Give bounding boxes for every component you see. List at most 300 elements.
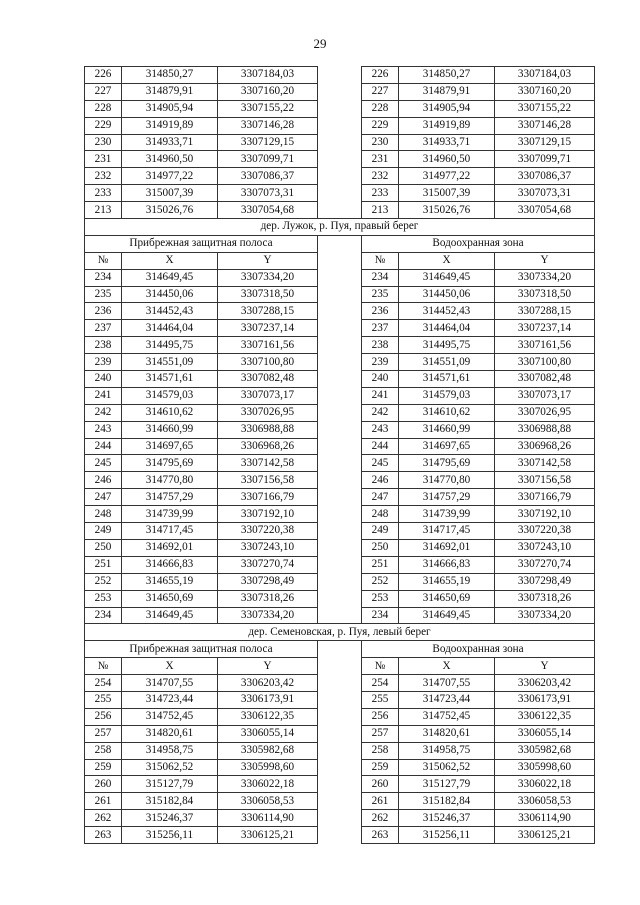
right-x-coordinate-cell: 314707,55 (399, 675, 495, 692)
column-gap (318, 776, 362, 793)
left-y-coordinate-cell: 3307146,28 (218, 117, 318, 134)
column-gap (318, 151, 362, 168)
left-x-coordinate-cell: 314610,62 (122, 404, 218, 421)
left-x-coordinate-cell: 314450,06 (122, 286, 218, 303)
right-x-coordinate-cell: 314464,04 (399, 320, 495, 337)
right-x-coordinate-cell: 314649,45 (399, 607, 495, 624)
right-x-coordinate-cell: 314649,45 (399, 269, 495, 286)
left-y-coordinate-cell: 3306988,88 (218, 421, 318, 438)
column-gap (318, 725, 362, 742)
left-x-coordinate-cell: 315246,37 (122, 810, 218, 827)
right-point-number-cell: 242 (362, 404, 399, 421)
right-x-coordinate-cell: 314905,94 (399, 100, 495, 117)
right-x-coordinate-cell: 315026,76 (399, 202, 495, 219)
left-x-coordinate-cell: 315256,11 (122, 827, 218, 844)
right-point-number-cell: 226 (362, 67, 399, 84)
left-y-coordinate-cell: 3307160,20 (218, 83, 318, 100)
table-row (85, 337, 595, 354)
section-title-row (85, 219, 595, 236)
left-y-coordinate-cell: 3307086,37 (218, 168, 318, 185)
table-row (85, 489, 595, 506)
table-row (85, 506, 595, 523)
left-y-coordinate-cell: 3307166,79 (218, 489, 318, 506)
right-header-number: № (362, 252, 399, 269)
right-y-coordinate-cell: 3307155,22 (495, 100, 595, 117)
right-point-number-cell: 248 (362, 506, 399, 523)
left-y-coordinate-cell: 3307237,14 (218, 320, 318, 337)
column-gap (318, 556, 362, 573)
right-x-coordinate-cell: 314655,19 (399, 573, 495, 590)
left-point-number-cell: 232 (85, 168, 122, 185)
table-row (85, 607, 595, 624)
left-point-number-cell: 245 (85, 455, 122, 472)
left-x-coordinate-cell: 314879,91 (122, 83, 218, 100)
left-point-number-cell: 247 (85, 489, 122, 506)
table-row (85, 134, 595, 151)
right-point-number-cell: 261 (362, 793, 399, 810)
right-point-number-cell: 213 (362, 202, 399, 219)
table-row (85, 269, 595, 286)
right-y-coordinate-cell: 3307334,20 (495, 607, 595, 624)
column-gap (318, 742, 362, 759)
right-point-number-cell: 249 (362, 523, 399, 540)
left-y-coordinate-cell: 3306173,91 (218, 691, 318, 708)
column-gap (318, 235, 362, 252)
table-row (85, 539, 595, 556)
right-header-x: X (399, 658, 495, 675)
right-x-coordinate-cell: 314850,27 (399, 67, 495, 84)
left-x-coordinate-cell: 314660,99 (122, 421, 218, 438)
right-y-coordinate-cell: 3306988,88 (495, 421, 595, 438)
right-x-coordinate-cell: 314958,75 (399, 742, 495, 759)
left-header-number: № (85, 252, 122, 269)
right-header-y: Y (495, 252, 595, 269)
table-row (85, 354, 595, 371)
right-y-coordinate-cell: 3306022,18 (495, 776, 595, 793)
right-header-number: № (362, 658, 399, 675)
left-point-number-cell: 263 (85, 827, 122, 844)
table-row (85, 675, 595, 692)
left-x-coordinate-cell: 314739,99 (122, 506, 218, 523)
table-row (85, 421, 595, 438)
left-x-coordinate-cell: 315007,39 (122, 185, 218, 202)
right-y-coordinate-cell: 3307086,37 (495, 168, 595, 185)
column-gap (318, 455, 362, 472)
column-gap (318, 523, 362, 540)
left-y-coordinate-cell: 3307220,38 (218, 523, 318, 540)
right-point-number-cell: 235 (362, 286, 399, 303)
column-gap (318, 404, 362, 421)
right-x-coordinate-cell: 314450,06 (399, 286, 495, 303)
right-y-coordinate-cell: 3307192,10 (495, 506, 595, 523)
left-y-coordinate-cell: 3307142,58 (218, 455, 318, 472)
right-y-coordinate-cell: 3307100,80 (495, 354, 595, 371)
right-point-number-cell: 240 (362, 371, 399, 388)
right-y-coordinate-cell: 3306114,90 (495, 810, 595, 827)
left-y-coordinate-cell: 3306055,14 (218, 725, 318, 742)
right-x-coordinate-cell: 314770,80 (399, 472, 495, 489)
column-gap (318, 168, 362, 185)
right-point-number-cell: 256 (362, 708, 399, 725)
right-x-coordinate-cell: 314739,99 (399, 506, 495, 523)
right-x-coordinate-cell: 315007,39 (399, 185, 495, 202)
right-point-number-cell: 234 (362, 607, 399, 624)
column-gap (318, 269, 362, 286)
left-point-number-cell: 238 (85, 337, 122, 354)
right-x-coordinate-cell: 314650,69 (399, 590, 495, 607)
left-y-coordinate-cell: 3307334,20 (218, 607, 318, 624)
right-header-x: X (399, 252, 495, 269)
column-gap (318, 539, 362, 556)
right-x-coordinate-cell: 315127,79 (399, 776, 495, 793)
right-x-coordinate-cell: 314660,99 (399, 421, 495, 438)
left-x-coordinate-cell: 314770,80 (122, 472, 218, 489)
column-gap (318, 286, 362, 303)
left-point-number-cell: 244 (85, 438, 122, 455)
left-point-number-cell: 235 (85, 286, 122, 303)
column-gap (318, 320, 362, 337)
right-point-number-cell: 231 (362, 151, 399, 168)
right-y-coordinate-cell: 3307073,17 (495, 387, 595, 404)
right-y-coordinate-cell: 3305998,60 (495, 759, 595, 776)
left-y-coordinate-cell: 3307318,26 (218, 590, 318, 607)
zone-caption-row (85, 641, 595, 658)
right-y-coordinate-cell: 3307142,58 (495, 455, 595, 472)
left-point-number-cell: 241 (85, 387, 122, 404)
right-point-number-cell: 257 (362, 725, 399, 742)
right-x-coordinate-cell: 314692,01 (399, 539, 495, 556)
right-y-coordinate-cell: 3307146,28 (495, 117, 595, 134)
right-y-coordinate-cell: 3307160,20 (495, 83, 595, 100)
coordinates-table (84, 66, 595, 844)
table-row (85, 438, 595, 455)
table-row (85, 67, 595, 84)
right-y-coordinate-cell: 3307318,26 (495, 590, 595, 607)
left-x-coordinate-cell: 314707,55 (122, 675, 218, 692)
right-y-coordinate-cell: 3307334,20 (495, 269, 595, 286)
table-row (85, 202, 595, 219)
left-x-coordinate-cell: 315127,79 (122, 776, 218, 793)
column-gap (318, 387, 362, 404)
right-x-coordinate-cell: 314977,22 (399, 168, 495, 185)
column-gap (318, 472, 362, 489)
right-x-coordinate-cell: 314919,89 (399, 117, 495, 134)
right-point-number-cell: 241 (362, 387, 399, 404)
column-gap (318, 827, 362, 844)
right-y-coordinate-cell: 3307220,38 (495, 523, 595, 540)
column-gap (318, 67, 362, 84)
left-x-coordinate-cell: 314905,94 (122, 100, 218, 117)
right-y-coordinate-cell: 3306058,53 (495, 793, 595, 810)
left-point-number-cell: 226 (85, 67, 122, 84)
left-point-number-cell: 257 (85, 725, 122, 742)
right-point-number-cell: 258 (362, 742, 399, 759)
column-gap (318, 421, 362, 438)
right-point-number-cell: 263 (362, 827, 399, 844)
table-row (85, 303, 595, 320)
right-point-number-cell: 252 (362, 573, 399, 590)
left-x-coordinate-cell: 314551,09 (122, 354, 218, 371)
left-x-coordinate-cell: 314495,75 (122, 337, 218, 354)
right-y-coordinate-cell: 3307237,14 (495, 320, 595, 337)
left-point-number-cell: 256 (85, 708, 122, 725)
left-point-number-cell: 249 (85, 523, 122, 540)
left-point-number-cell: 236 (85, 303, 122, 320)
right-x-coordinate-cell: 314495,75 (399, 337, 495, 354)
right-point-number-cell: 245 (362, 455, 399, 472)
right-zone-caption: Водоохранная зона (362, 641, 595, 658)
right-point-number-cell: 236 (362, 303, 399, 320)
left-point-number-cell: 253 (85, 590, 122, 607)
left-point-number-cell: 233 (85, 185, 122, 202)
table-row (85, 523, 595, 540)
right-point-number-cell: 247 (362, 489, 399, 506)
left-y-coordinate-cell: 3307156,58 (218, 472, 318, 489)
left-point-number-cell: 213 (85, 202, 122, 219)
table-row (85, 725, 595, 742)
right-x-coordinate-cell: 314697,65 (399, 438, 495, 455)
left-x-coordinate-cell: 314958,75 (122, 742, 218, 759)
left-x-coordinate-cell: 314752,45 (122, 708, 218, 725)
right-x-coordinate-cell: 314579,03 (399, 387, 495, 404)
right-y-coordinate-cell: 3306203,42 (495, 675, 595, 692)
left-y-coordinate-cell: 3307026,95 (218, 404, 318, 421)
left-header-x: X (122, 252, 218, 269)
column-gap (318, 573, 362, 590)
column-gap (318, 337, 362, 354)
column-gap (318, 658, 362, 675)
column-gap (318, 810, 362, 827)
right-x-coordinate-cell: 314960,50 (399, 151, 495, 168)
table-row (85, 168, 595, 185)
left-point-number-cell: 246 (85, 472, 122, 489)
column-gap (318, 185, 362, 202)
left-y-coordinate-cell: 3307334,20 (218, 269, 318, 286)
left-point-number-cell: 255 (85, 691, 122, 708)
left-x-coordinate-cell: 314692,01 (122, 539, 218, 556)
left-header-y: Y (218, 658, 318, 675)
left-x-coordinate-cell: 314820,61 (122, 725, 218, 742)
left-x-coordinate-cell: 314666,83 (122, 556, 218, 573)
right-y-coordinate-cell: 3307156,58 (495, 472, 595, 489)
left-point-number-cell: 227 (85, 83, 122, 100)
left-point-number-cell: 234 (85, 607, 122, 624)
left-x-coordinate-cell: 314650,69 (122, 590, 218, 607)
right-y-coordinate-cell: 3307166,79 (495, 489, 595, 506)
left-point-number-cell: 252 (85, 573, 122, 590)
left-y-coordinate-cell: 3307100,80 (218, 354, 318, 371)
right-point-number-cell: 227 (362, 83, 399, 100)
left-x-coordinate-cell: 314977,22 (122, 168, 218, 185)
left-point-number-cell: 234 (85, 269, 122, 286)
table-row (85, 590, 595, 607)
page-number: 29 (313, 36, 327, 51)
right-y-coordinate-cell: 3307184,03 (495, 67, 595, 84)
left-y-coordinate-cell: 3305982,68 (218, 742, 318, 759)
left-x-coordinate-cell: 315026,76 (122, 202, 218, 219)
right-x-coordinate-cell: 315182,84 (399, 793, 495, 810)
right-y-coordinate-cell: 3307129,15 (495, 134, 595, 151)
left-point-number-cell: 242 (85, 404, 122, 421)
left-x-coordinate-cell: 314723,44 (122, 691, 218, 708)
right-y-coordinate-cell: 3307270,74 (495, 556, 595, 573)
right-x-coordinate-cell: 314933,71 (399, 134, 495, 151)
left-y-coordinate-cell: 3307270,74 (218, 556, 318, 573)
left-point-number-cell: 250 (85, 539, 122, 556)
column-gap (318, 252, 362, 269)
table-row (85, 100, 595, 117)
right-zone-caption: Водоохранная зона (362, 235, 595, 252)
right-x-coordinate-cell: 314452,43 (399, 303, 495, 320)
left-y-coordinate-cell: 3307073,17 (218, 387, 318, 404)
section-title: дер. Лужок, р. Пуя, правый берег (85, 219, 595, 236)
right-point-number-cell: 232 (362, 168, 399, 185)
left-y-coordinate-cell: 3307129,15 (218, 134, 318, 151)
column-gap (318, 117, 362, 134)
column-gap (318, 708, 362, 725)
right-point-number-cell: 243 (362, 421, 399, 438)
left-point-number-cell: 258 (85, 742, 122, 759)
left-x-coordinate-cell: 315182,84 (122, 793, 218, 810)
right-y-coordinate-cell: 3307243,10 (495, 539, 595, 556)
column-gap (318, 489, 362, 506)
right-point-number-cell: 253 (362, 590, 399, 607)
right-x-coordinate-cell: 314571,61 (399, 371, 495, 388)
left-x-coordinate-cell: 314757,29 (122, 489, 218, 506)
right-y-coordinate-cell: 3307318,50 (495, 286, 595, 303)
section-title-row (85, 624, 595, 641)
left-zone-caption: Прибрежная защитная полоса (85, 235, 318, 252)
left-y-coordinate-cell: 3307192,10 (218, 506, 318, 523)
left-y-coordinate-cell: 3307161,56 (218, 337, 318, 354)
left-point-number-cell: 229 (85, 117, 122, 134)
left-x-coordinate-cell: 314571,61 (122, 371, 218, 388)
left-point-number-cell: 260 (85, 776, 122, 793)
column-gap (318, 100, 362, 117)
right-y-coordinate-cell: 3306968,26 (495, 438, 595, 455)
coordinates-table-body (85, 67, 595, 844)
left-x-coordinate-cell: 314717,45 (122, 523, 218, 540)
left-y-coordinate-cell: 3306125,21 (218, 827, 318, 844)
left-y-coordinate-cell: 3307298,49 (218, 573, 318, 590)
right-y-coordinate-cell: 3307288,15 (495, 303, 595, 320)
left-header-y: Y (218, 252, 318, 269)
left-x-coordinate-cell: 314655,19 (122, 573, 218, 590)
column-gap (318, 759, 362, 776)
column-gap (318, 438, 362, 455)
left-y-coordinate-cell: 3306114,90 (218, 810, 318, 827)
right-x-coordinate-cell: 315256,11 (399, 827, 495, 844)
left-y-coordinate-cell: 3306122,35 (218, 708, 318, 725)
left-point-number-cell: 248 (85, 506, 122, 523)
right-point-number-cell: 233 (362, 185, 399, 202)
left-y-coordinate-cell: 3306968,26 (218, 438, 318, 455)
left-x-coordinate-cell: 314850,27 (122, 67, 218, 84)
left-y-coordinate-cell: 3307082,48 (218, 371, 318, 388)
left-x-coordinate-cell: 314579,03 (122, 387, 218, 404)
right-x-coordinate-cell: 314666,83 (399, 556, 495, 573)
column-gap (318, 607, 362, 624)
left-y-coordinate-cell: 3307288,15 (218, 303, 318, 320)
section-title: дер. Семеновская, р. Пуя, левый берег (85, 624, 595, 641)
column-gap (318, 354, 362, 371)
right-y-coordinate-cell: 3307161,56 (495, 337, 595, 354)
table-row (85, 387, 595, 404)
left-x-coordinate-cell: 314649,45 (122, 269, 218, 286)
table-row (85, 776, 595, 793)
left-y-coordinate-cell: 3307318,50 (218, 286, 318, 303)
table-row (85, 810, 595, 827)
left-y-coordinate-cell: 3307155,22 (218, 100, 318, 117)
table-row (85, 185, 595, 202)
left-x-coordinate-cell: 314452,43 (122, 303, 218, 320)
left-x-coordinate-cell: 314649,45 (122, 607, 218, 624)
column-gap (318, 793, 362, 810)
right-x-coordinate-cell: 314610,62 (399, 404, 495, 421)
right-x-coordinate-cell: 315246,37 (399, 810, 495, 827)
right-point-number-cell: 255 (362, 691, 399, 708)
right-point-number-cell: 237 (362, 320, 399, 337)
left-x-coordinate-cell: 314933,71 (122, 134, 218, 151)
left-x-coordinate-cell: 314795,69 (122, 455, 218, 472)
column-gap (318, 675, 362, 692)
column-gap (318, 506, 362, 523)
right-y-coordinate-cell: 3307082,48 (495, 371, 595, 388)
column-gap (318, 641, 362, 658)
column-gap (318, 83, 362, 100)
column-gap (318, 371, 362, 388)
right-point-number-cell: 239 (362, 354, 399, 371)
table-row (85, 742, 595, 759)
left-y-coordinate-cell: 3307099,71 (218, 151, 318, 168)
right-x-coordinate-cell: 314879,91 (399, 83, 495, 100)
left-x-coordinate-cell: 315062,52 (122, 759, 218, 776)
left-y-coordinate-cell: 3306203,42 (218, 675, 318, 692)
table-row (85, 371, 595, 388)
right-x-coordinate-cell: 314723,44 (399, 691, 495, 708)
left-point-number-cell: 262 (85, 810, 122, 827)
left-x-coordinate-cell: 314697,65 (122, 438, 218, 455)
column-header-row (85, 252, 595, 269)
left-y-coordinate-cell: 3307184,03 (218, 67, 318, 84)
right-point-number-cell: 260 (362, 776, 399, 793)
right-point-number-cell: 259 (362, 759, 399, 776)
left-x-coordinate-cell: 314960,50 (122, 151, 218, 168)
right-point-number-cell: 234 (362, 269, 399, 286)
right-y-coordinate-cell: 3307054,68 (495, 202, 595, 219)
right-y-coordinate-cell: 3307099,71 (495, 151, 595, 168)
right-x-coordinate-cell: 314551,09 (399, 354, 495, 371)
left-point-number-cell: 228 (85, 100, 122, 117)
column-header-row (85, 658, 595, 675)
zone-caption-row (85, 235, 595, 252)
table-row (85, 556, 595, 573)
left-zone-caption: Прибрежная защитная полоса (85, 641, 318, 658)
right-y-coordinate-cell: 3306055,14 (495, 725, 595, 742)
right-x-coordinate-cell: 314717,45 (399, 523, 495, 540)
left-y-coordinate-cell: 3307243,10 (218, 539, 318, 556)
right-x-coordinate-cell: 314820,61 (399, 725, 495, 742)
left-point-number-cell: 230 (85, 134, 122, 151)
table-row (85, 151, 595, 168)
right-point-number-cell: 254 (362, 675, 399, 692)
table-row (85, 455, 595, 472)
right-point-number-cell: 262 (362, 810, 399, 827)
table-row (85, 759, 595, 776)
right-y-coordinate-cell: 3307073,31 (495, 185, 595, 202)
right-point-number-cell: 228 (362, 100, 399, 117)
table-row (85, 691, 595, 708)
